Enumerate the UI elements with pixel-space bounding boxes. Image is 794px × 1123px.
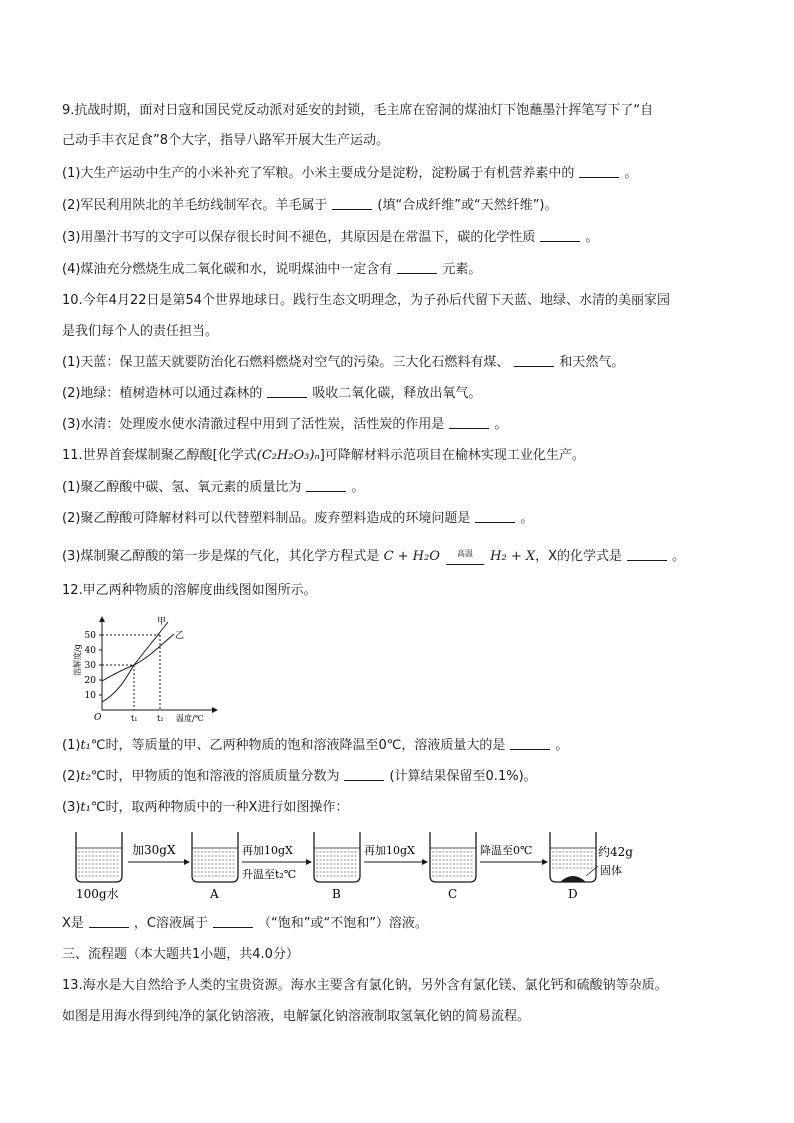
q12-part-2: [62, 768, 537, 786]
q12-part-4-end: （“饱和”或“不饱和”）溶液。: [257, 916, 428, 931]
q10-part-2-end: 吸收二氧化碳，释放出氧气。: [312, 386, 482, 401]
q11-part-3-mid: ，X的化学式是: [535, 549, 623, 564]
q12-part-2-temp: t₂: [80, 769, 91, 784]
q11-formula: (C₂H₂O₃)ₙ: [256, 448, 320, 463]
q12-part-1-num: (1): [62, 738, 81, 753]
answer-blank[interactable]: [514, 354, 554, 367]
beaker-start: [76, 832, 122, 882]
q12-part-1-end: 。: [555, 738, 569, 753]
solid-note-word: 固体: [600, 864, 622, 877]
q11-part-1-end: 。: [351, 480, 365, 495]
q10-part-3: [62, 416, 507, 434]
answer-blank[interactable]: [397, 261, 437, 274]
q11-part-1-text: (1)聚乙醇酸中碳、氢、氧元素的质量比为: [62, 480, 302, 495]
solubility-curve-figure: [72, 614, 222, 726]
curve-label-jia: 甲: [157, 617, 167, 627]
q12-part-2-end: (计算结果保留至0.1%)。: [389, 769, 537, 784]
q12-part-3-text: ℃时，取两种物质中的一种X进行如图操作：: [90, 800, 349, 815]
start-water-label: 100g水: [76, 887, 119, 901]
q12-part-1-text: ℃时，等质量的甲、乙两种物质的饱和溶液降温至0℃，溶液质量大的是: [90, 738, 506, 753]
q12-part-3-num: (3): [62, 800, 81, 815]
y-tick-20: 20: [84, 676, 96, 686]
beaker-process-diagram: [70, 826, 670, 906]
q11-part-1: [62, 479, 364, 497]
step-2-top-label: 再加10gX: [242, 844, 293, 857]
q9-part-1-end: 。: [624, 166, 638, 181]
q9-part-3: [62, 229, 598, 247]
q12-part-3: [62, 799, 348, 817]
beaker-a-label: A: [210, 887, 219, 901]
answer-blank[interactable]: [332, 197, 372, 210]
y-tick-10: 10: [84, 691, 96, 701]
q10-part-3-end: 。: [494, 417, 508, 432]
q9-part-2: [62, 197, 558, 215]
q9-part-3-text: (3)用墨汁书写的文字可以保存很长时间不褪色，其原因是在常温下，碳的化学性质: [62, 230, 536, 245]
x-tick-t2: t₂: [157, 714, 164, 723]
q9-part-4: [62, 261, 481, 279]
q9-part-2-text: (2)军民利用陕北的羊毛纺线制军衣。羊毛属于: [62, 198, 328, 213]
answer-blank[interactable]: [475, 510, 515, 523]
q9-part-2-end: (填“合成纤维”或“天然纤维”)。: [377, 198, 558, 213]
q10-stem-line-2: 是我们每个人的责任担当。: [62, 324, 219, 339]
q9-part-4-text: (4)煤油充分燃烧生成二氧化碳和水，说明煤油中一定含有: [62, 262, 393, 277]
beaker-d: [550, 832, 596, 882]
q11-part-2-text: (2)聚乙醇酸可降解材料可以代替塑料制品。废弃塑料造成的环境问题是: [62, 511, 471, 526]
x-axis-label: 温度/℃: [176, 714, 204, 723]
q11-part-3-text: (3)煤制聚乙醇酸的第一步是煤的气化，其化学方程式是: [62, 549, 380, 564]
beaker-b: [314, 832, 360, 882]
step-1-label: 加30gX: [132, 843, 176, 857]
answer-blank[interactable]: [306, 479, 346, 492]
section-3-title: 三、流程题（本大题共1小题，共4.0分）: [62, 947, 299, 962]
q12-stem: 12.甲乙两种物质的溶解度曲线图如图所示。: [62, 583, 317, 598]
y-tick-30: 30: [84, 661, 96, 671]
origin-label: O: [94, 713, 102, 723]
reaction-condition: 高温: [444, 545, 486, 563]
q11-stem-text: 11.世界首套煤制聚乙醇酸[化学式: [62, 448, 257, 463]
answer-blank[interactable]: [344, 768, 384, 781]
y-tick-40: 40: [84, 646, 96, 656]
q9-part-1: [62, 165, 637, 183]
q11-part-2-end: 。: [520, 511, 534, 526]
q10-part-1-text: (1)天蓝：保卫蓝天就要防治化石燃料燃烧对空气的污染。三大化石燃料有煤、: [62, 355, 510, 370]
q11-part-3: [62, 545, 685, 566]
q9-part-3-end: 。: [585, 230, 599, 245]
solid-note-mass: 约42g: [598, 845, 633, 859]
beaker-c: [430, 832, 476, 882]
q12-part-3-temp: t₁: [80, 800, 91, 815]
q11-part-2: [62, 510, 533, 528]
beaker-d-label: D: [568, 887, 578, 901]
q11-stem-end: ]可降解材料示范项目在榆林实现工业化生产。: [319, 448, 585, 463]
y-tick-50: 50: [84, 631, 96, 641]
step-4-label: 降温至0℃: [480, 844, 533, 857]
y-axis-label: 溶解度/g: [73, 644, 82, 676]
q12-part-2-text: ℃时，甲物质的饱和溶液的溶质质量分数为: [90, 769, 340, 784]
q9-stem-line-2: 己动手丰衣足食”8个大字，指导八路军开展大生产运动。: [62, 133, 390, 148]
step-3-label: 再加10gX: [364, 844, 415, 857]
beaker-a: [192, 832, 238, 882]
q12-part-4-text: X是: [62, 916, 84, 931]
q10-part-1-end: 和天然气。: [559, 355, 625, 370]
answer-blank[interactable]: [449, 416, 489, 429]
q12-part-4-mid: ，C溶液属于: [133, 916, 208, 931]
q10-part-1: [62, 354, 624, 372]
precipitate-solid: [560, 876, 586, 882]
q12-part-1-temp: t₁: [80, 738, 91, 753]
q9-stem-line-1: 9.抗战时期，面对日寇和国民党反动派对延安的封锁，毛主席在窑洞的煤油灯下饱蘸墨汁挥笔写下了“自: [62, 103, 654, 118]
q10-part-2: [62, 385, 481, 403]
q10-part-3-text: (3)水清：处理废水使水清澈过程中用到了活性炭，活性炭的作用是: [62, 417, 445, 432]
q13-stem-line-1: 13.海水是大自然给予人类的宝贵资源。海水主要含有氯化钠，另外含有氯化镁、氯化钙和硫酸钠等杂质。: [62, 978, 668, 993]
answer-blank[interactable]: [627, 548, 667, 561]
curve-jia: [102, 622, 168, 702]
q12-part-4: [62, 915, 428, 933]
answer-blank[interactable]: [510, 737, 550, 750]
answer-blank[interactable]: [579, 165, 619, 178]
q10-stem-line-1: 10.今年4月22日是第54个世界地球日。践行生态文明理念，为子孙后代留下天蓝、地绿、水清的美丽家园: [62, 293, 671, 308]
curve-yi: [102, 634, 174, 681]
equation-left: C + H₂O: [383, 549, 440, 564]
answer-blank[interactable]: [267, 385, 307, 398]
beaker-c-label: C: [448, 887, 458, 901]
q11-stem: [62, 447, 585, 465]
answer-blank[interactable]: [540, 229, 580, 242]
step-2-bottom-label: 升温至t₂℃: [242, 868, 297, 881]
q11-part-3-end: 。: [672, 549, 686, 564]
q12-part-2-num: (2): [62, 769, 81, 784]
q10-part-2-text: (2)地绿：植树造林可以通过森林的: [62, 386, 263, 401]
answer-blank[interactable]: [89, 915, 129, 928]
answer-blank[interactable]: [213, 915, 253, 928]
q12-part-1: [62, 737, 568, 755]
equation-right: H₂ + X: [490, 549, 536, 564]
q9-part-1-text: (1)大生产运动中生产的小米补充了军粮。小米主要成分是淀粉，淀粉属于有机营养素中的: [62, 166, 575, 181]
q9-part-4-end: 元素。: [442, 262, 482, 277]
q13-stem-line-2: 如图是用海水得到纯净的氯化钠溶液，电解氯化钠溶液制取氢氧化钠的简易流程。: [62, 1009, 531, 1024]
x-tick-t1: t₁: [131, 714, 138, 723]
beaker-b-label: B: [332, 887, 341, 901]
curve-label-yi: 乙: [175, 631, 185, 641]
